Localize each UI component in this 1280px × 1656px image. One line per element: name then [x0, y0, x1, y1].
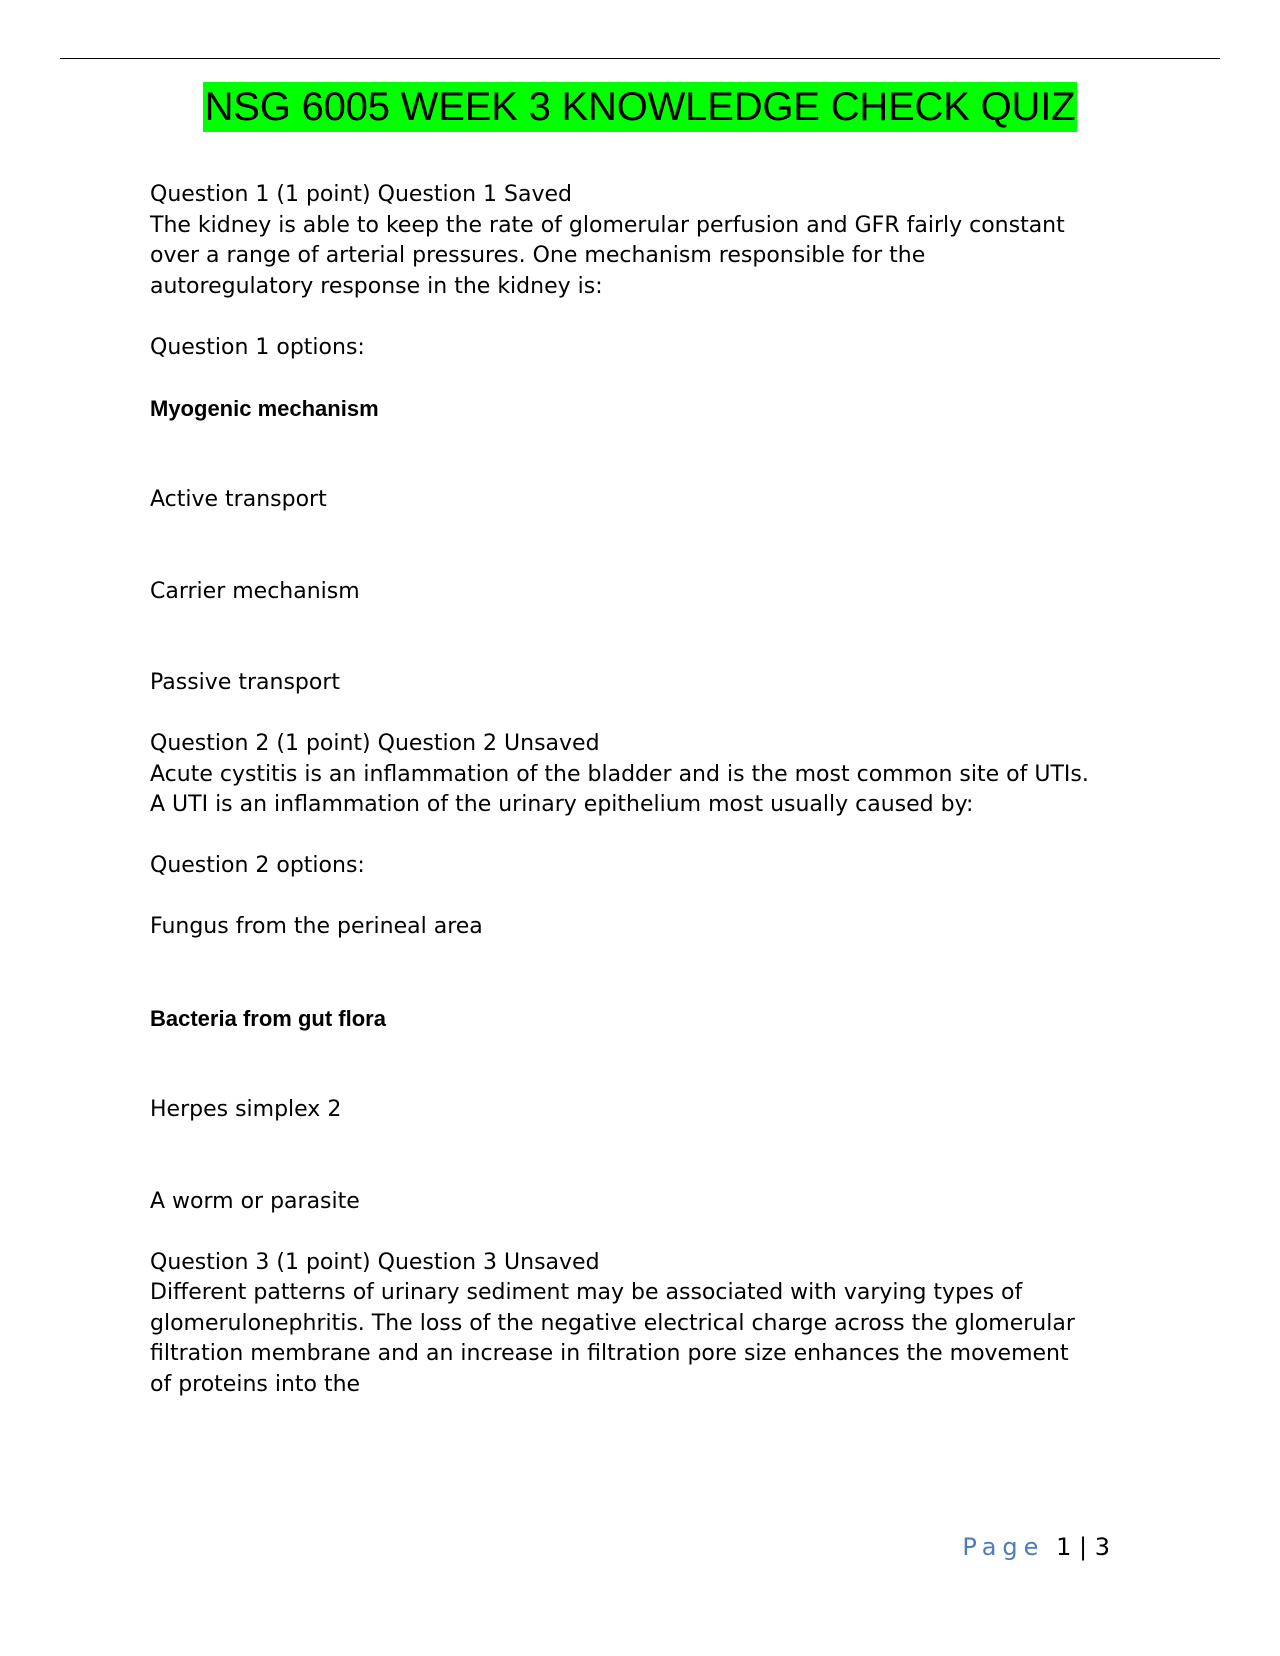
question-text-line: The kidney is able to keep the rate of glomerular perfusion and GFR fairly constant — [150, 212, 1065, 238]
option: Fungus from the perineal area — [150, 914, 483, 939]
option-correct: Bacteria from gut flora — [150, 1005, 386, 1031]
document-title: NSG 6005 WEEK 3 KNOWLEDGE CHECK QUIZ — [203, 82, 1078, 132]
page-word: Page — [962, 1533, 1045, 1561]
question-text-line: A UTI is an inflammation of the urinary epithelium most usually caused by: — [150, 792, 974, 817]
option: Active transport — [150, 487, 327, 512]
question-text-line: Acute cystitis is an inflammation of the bladder and is the most common site of UTIs. — [150, 761, 1089, 787]
top-rule — [60, 58, 1220, 59]
question-text-line: over a range of arterial pressures. One mechanism responsible for the — [150, 243, 926, 268]
question-header: Question 2 (1 point) Question 2 Unsaved — [150, 731, 600, 756]
option: Carrier mechanism — [150, 578, 360, 604]
option: A worm or parasite — [150, 1188, 360, 1214]
page-total: 3 — [1094, 1533, 1110, 1561]
question-1 — [150, 180, 1150, 729]
question-text-line: autoregulatory response in the kidney is: — [150, 273, 603, 299]
options-label: Question 2 options: — [150, 853, 365, 878]
options-label: Question 1 options: — [150, 334, 365, 360]
question-header: Question 3 (1 point) Question 3 Unsaved — [150, 1249, 600, 1275]
question-2 — [150, 729, 1150, 1248]
page-footer — [962, 1532, 1110, 1562]
document-body — [150, 180, 1150, 1400]
question-text-line: Different patterns of urinary sediment may be associated with varying types of — [150, 1280, 1023, 1305]
question-header: Question 1 (1 point) Question 1 Saved — [150, 182, 572, 207]
question-text-line: of proteins into the — [150, 1371, 361, 1397]
question-3 — [150, 1248, 1150, 1401]
question-text-line: glomerulonephritis. The loss of the negative electrical charge across the glomerular — [150, 1310, 1075, 1336]
title-container — [0, 82, 1280, 132]
option: Passive transport — [150, 670, 340, 695]
option-correct: Myogenic mechanism — [150, 395, 379, 421]
question-text-line: filtration membrane and an increase in filtration pore size enhances the movement — [150, 1341, 1069, 1366]
page-separator: | — [1078, 1533, 1088, 1561]
page-number: 1 — [1056, 1533, 1072, 1561]
option: Herpes simplex 2 — [150, 1097, 342, 1122]
